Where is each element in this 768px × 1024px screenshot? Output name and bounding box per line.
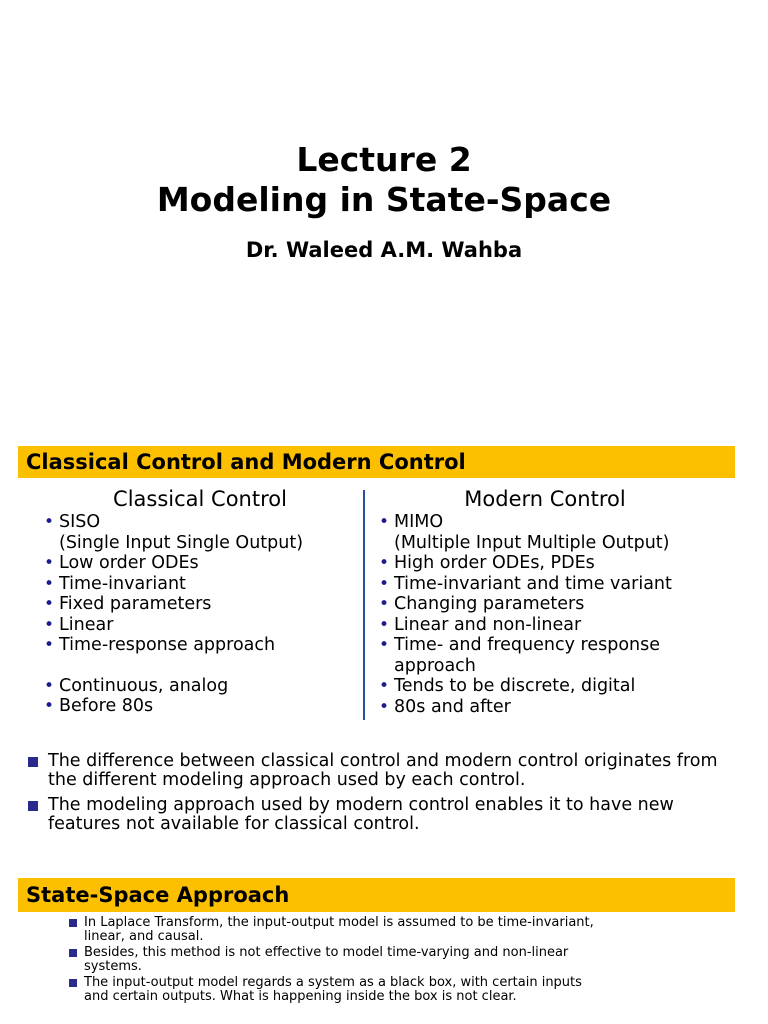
list-item: [40, 615, 360, 636]
list-item-text: Low order ODEs: [59, 553, 199, 573]
list-gap: [40, 656, 360, 676]
list-item-text: Before 80s: [59, 696, 154, 716]
list-item: [40, 553, 360, 574]
modern-control-list: [375, 512, 735, 717]
state-space-list: [68, 916, 608, 1006]
list-item: [375, 615, 735, 636]
title-block: [0, 140, 768, 262]
list-item-text: 80s and after: [394, 696, 511, 717]
paragraph-item: The modeling approach used by modern control enables it to have new features not available for classical control.: [28, 796, 738, 834]
list-item: [40, 635, 360, 656]
list-item: [375, 635, 735, 676]
list-item: [375, 553, 735, 574]
list-item-text: Time-invariant and time variant: [394, 573, 672, 594]
list-item-text: SISO: [59, 512, 101, 532]
list-item: [375, 697, 735, 718]
list-item-text: Continuous, analog: [59, 675, 229, 696]
list-item-text: Time-response approach: [59, 635, 276, 655]
list-item: [40, 574, 360, 595]
list-item: [375, 574, 735, 595]
list-item: [40, 696, 360, 717]
list-item-subtext: approach: [394, 655, 476, 676]
list-item-text: Linear and non-linear: [394, 614, 582, 635]
list-item-text: Changing parameters: [394, 594, 585, 614]
lecture-number: Lecture 2: [296, 140, 472, 179]
list-item-text: MIMO: [394, 512, 444, 532]
section-banner-classical-modern: Classical Control and Modern Control: [18, 446, 735, 478]
list-item: [375, 512, 735, 553]
classical-control-column: [40, 486, 360, 717]
modern-control-heading: Modern Control: [464, 487, 626, 511]
list-item-text: Time-invariant: [59, 573, 186, 594]
list-item: [40, 594, 360, 615]
list-item-subtext: (Multiple Input Multiple Output): [394, 532, 670, 553]
list-item-text: Tends to be discrete, digital: [394, 676, 636, 696]
list-item: [375, 594, 735, 615]
section-banner-state-space: State-Space Approach: [18, 878, 735, 912]
classical-control-list: [40, 512, 360, 717]
comparison-paragraphs: [28, 752, 738, 840]
list-item-text: Linear: [59, 614, 114, 635]
list-item-text: High order ODEs, PDEs: [394, 553, 595, 573]
paragraph-item: The difference between classical control and modern control originates from the different modeling approach used by each control.: [28, 752, 738, 790]
list-item: [375, 676, 735, 697]
list-item: Besides, this method is not effective to model time-varying and non-linear systems.: [68, 946, 608, 973]
modern-control-column: [375, 486, 735, 717]
lecture-title: Modeling in State-Space: [156, 180, 612, 219]
list-item: [40, 512, 360, 553]
classical-control-heading: Classical Control: [113, 487, 287, 511]
column-divider: [363, 490, 365, 720]
list-item-text: Time- and frequency response: [394, 635, 661, 655]
author-name: Dr. Waleed A.M. Wahba: [245, 238, 523, 262]
list-item: In Laplace Transform, the input-output model is assumed to be time-invariant, linear, and causal.: [68, 916, 608, 943]
list-item-subtext: (Single Input Single Output): [59, 532, 304, 553]
list-item: [40, 676, 360, 697]
list-item: The input-output model regards a system as a black box, with certain inputs and certain outputs. What is happening inside the box is not clear.: [68, 976, 608, 1003]
list-item-text: Fixed parameters: [59, 594, 212, 614]
